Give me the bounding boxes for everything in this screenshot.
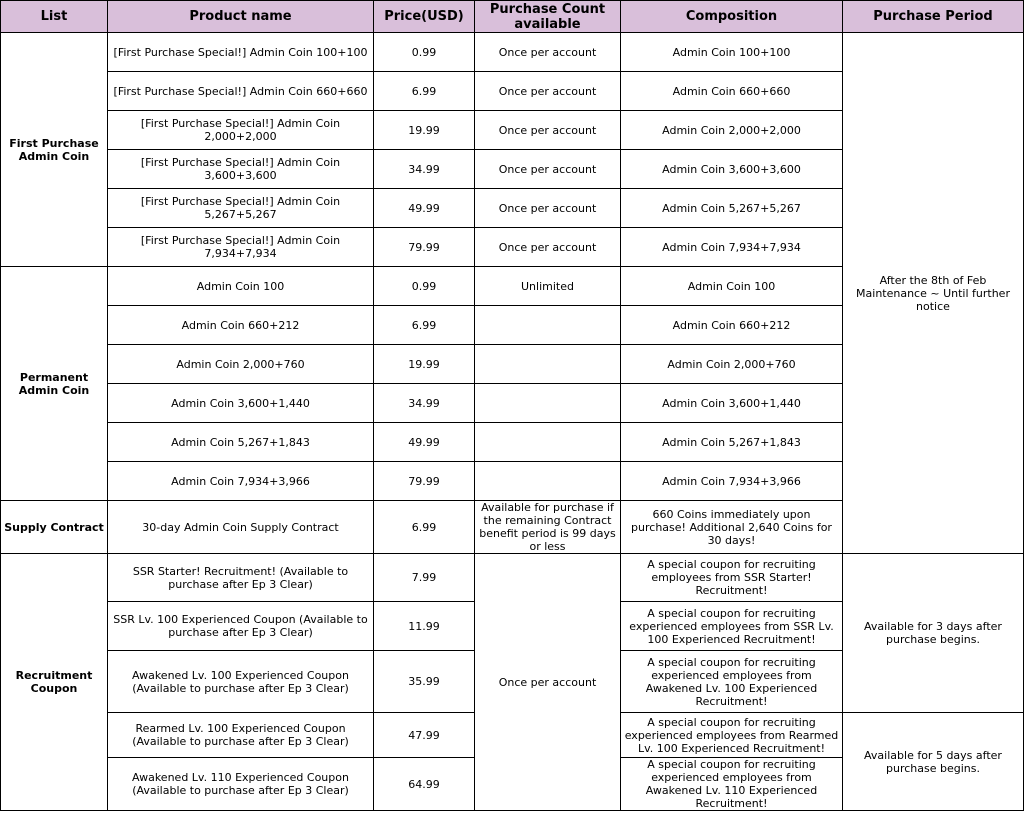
category-supply: Supply Contract xyxy=(1,501,108,554)
product-name: [First Purchase Special!] Admin Coin 100+100 xyxy=(108,33,374,72)
category-recruitment: Recruitment Coupon xyxy=(1,554,108,811)
composition: Admin Coin 100+100 xyxy=(621,33,843,72)
purchase-count: Available for purchase if the remaining Contract benefit period is 99 days or less xyxy=(475,501,621,554)
purchase-count: Once per account xyxy=(475,554,621,811)
product-name: [First Purchase Special!] Admin Coin 5,267+5,267 xyxy=(108,189,374,228)
product-name: Admin Coin 660+212 xyxy=(108,306,374,345)
composition: Admin Coin 2,000+760 xyxy=(621,345,843,384)
purchase-period-main: After the 8th of Feb Maintenance ~ Until further notice xyxy=(843,33,1024,554)
purchase-period-three-days: Available for 3 days after purchase begins. xyxy=(843,554,1024,713)
purchase-count: Once per account xyxy=(475,72,621,111)
purchase-count: Unlimited xyxy=(475,267,621,306)
product-name: 30-day Admin Coin Supply Contract xyxy=(108,501,374,554)
purchase-count-empty xyxy=(475,423,621,462)
purchase-count-empty xyxy=(475,306,621,345)
product-price: 79.99 xyxy=(374,228,475,267)
purchase-count-empty xyxy=(475,384,621,423)
product-price: 49.99 xyxy=(374,423,475,462)
composition: Admin Coin 7,934+7,934 xyxy=(621,228,843,267)
composition: A special coupon for recruiting experienced employees from Awakened Lv. 100 Experienced Recruitment! xyxy=(621,651,843,713)
product-price: 47.99 xyxy=(374,713,475,758)
purchase-period-five-days: Available for 5 days after purchase begins. xyxy=(843,713,1024,811)
product-name: Awakened Lv. 110 Experienced Coupon (Available to purchase after Ep 3 Clear) xyxy=(108,758,374,811)
product-name: Rearmed Lv. 100 Experienced Coupon (Available to purchase after Ep 3 Clear) xyxy=(108,713,374,758)
purchase-count-empty xyxy=(475,462,621,501)
purchase-count: Once per account xyxy=(475,150,621,189)
composition: Admin Coin 2,000+2,000 xyxy=(621,111,843,150)
product-price: 19.99 xyxy=(374,111,475,150)
header-purchase-count: Purchase Count available xyxy=(475,1,621,33)
product-price: 35.99 xyxy=(374,651,475,713)
purchase-count: Once per account xyxy=(475,189,621,228)
product-price: 49.99 xyxy=(374,189,475,228)
purchase-count: Once per account xyxy=(475,228,621,267)
product-price: 64.99 xyxy=(374,758,475,811)
product-name: [First Purchase Special!] Admin Coin 660+660 xyxy=(108,72,374,111)
purchase-count: Once per account xyxy=(475,111,621,150)
product-price: 34.99 xyxy=(374,384,475,423)
header-list: List xyxy=(1,1,108,33)
product-price: 6.99 xyxy=(374,501,475,554)
composition: Admin Coin 100 xyxy=(621,267,843,306)
header-composition: Composition xyxy=(621,1,843,33)
composition: Admin Coin 3,600+1,440 xyxy=(621,384,843,423)
product-price: 11.99 xyxy=(374,602,475,651)
product-price: 0.99 xyxy=(374,267,475,306)
product-price: 0.99 xyxy=(374,33,475,72)
product-price: 19.99 xyxy=(374,345,475,384)
product-name: Awakened Lv. 100 Experienced Coupon (Available to purchase after Ep 3 Clear) xyxy=(108,651,374,713)
product-name: Admin Coin 5,267+1,843 xyxy=(108,423,374,462)
product-price: 79.99 xyxy=(374,462,475,501)
composition: A special coupon for recruiting experienced employees from Rearmed Lv. 100 Experienced Recruitment! xyxy=(621,713,843,758)
header-product-name: Product name xyxy=(108,1,374,33)
composition: Admin Coin 3,600+3,600 xyxy=(621,150,843,189)
category-permanent: Permanent Admin Coin xyxy=(1,267,108,501)
header-row xyxy=(1,1,1024,33)
composition: Admin Coin 7,934+3,966 xyxy=(621,462,843,501)
product-name: Admin Coin 7,934+3,966 xyxy=(108,462,374,501)
product-name: [First Purchase Special!] Admin Coin 7,934+7,934 xyxy=(108,228,374,267)
product-price: 34.99 xyxy=(374,150,475,189)
header-purchase-period: Purchase Period xyxy=(843,1,1024,33)
composition: Admin Coin 5,267+5,267 xyxy=(621,189,843,228)
composition: 660 Coins immediately upon purchase! Additional 2,640 Coins for 30 days! xyxy=(621,501,843,554)
product-name: Admin Coin 2,000+760 xyxy=(108,345,374,384)
composition: Admin Coin 660+660 xyxy=(621,72,843,111)
composition: Admin Coin 660+212 xyxy=(621,306,843,345)
purchase-count-empty xyxy=(475,345,621,384)
composition: A special coupon for recruiting experienced employees from Awakened Lv. 110 Experienced Recruitment! xyxy=(621,758,843,811)
table-row xyxy=(1,554,1024,602)
product-price: 7.99 xyxy=(374,554,475,602)
product-name: [First Purchase Special!] Admin Coin 3,600+3,600 xyxy=(108,150,374,189)
product-name: Admin Coin 100 xyxy=(108,267,374,306)
table-row xyxy=(1,33,1024,72)
product-price: 6.99 xyxy=(374,72,475,111)
product-price: 6.99 xyxy=(374,306,475,345)
header-price: Price(USD) xyxy=(374,1,475,33)
composition: A special coupon for recruiting employees from SSR Starter! Recruitment! xyxy=(621,554,843,602)
product-name: SSR Lv. 100 Experienced Coupon (Available to purchase after Ep 3 Clear) xyxy=(108,602,374,651)
composition: A special coupon for recruiting experienced employees from SSR Lv. 100 Experienced Recruitment! xyxy=(621,602,843,651)
product-name: SSR Starter! Recruitment! (Available to purchase after Ep 3 Clear) xyxy=(108,554,374,602)
composition: Admin Coin 5,267+1,843 xyxy=(621,423,843,462)
product-name: Admin Coin 3,600+1,440 xyxy=(108,384,374,423)
product-name: [First Purchase Special!] Admin Coin 2,000+2,000 xyxy=(108,111,374,150)
purchase-count: Once per account xyxy=(475,33,621,72)
category-first-purchase: First Purchase Admin Coin xyxy=(1,33,108,267)
